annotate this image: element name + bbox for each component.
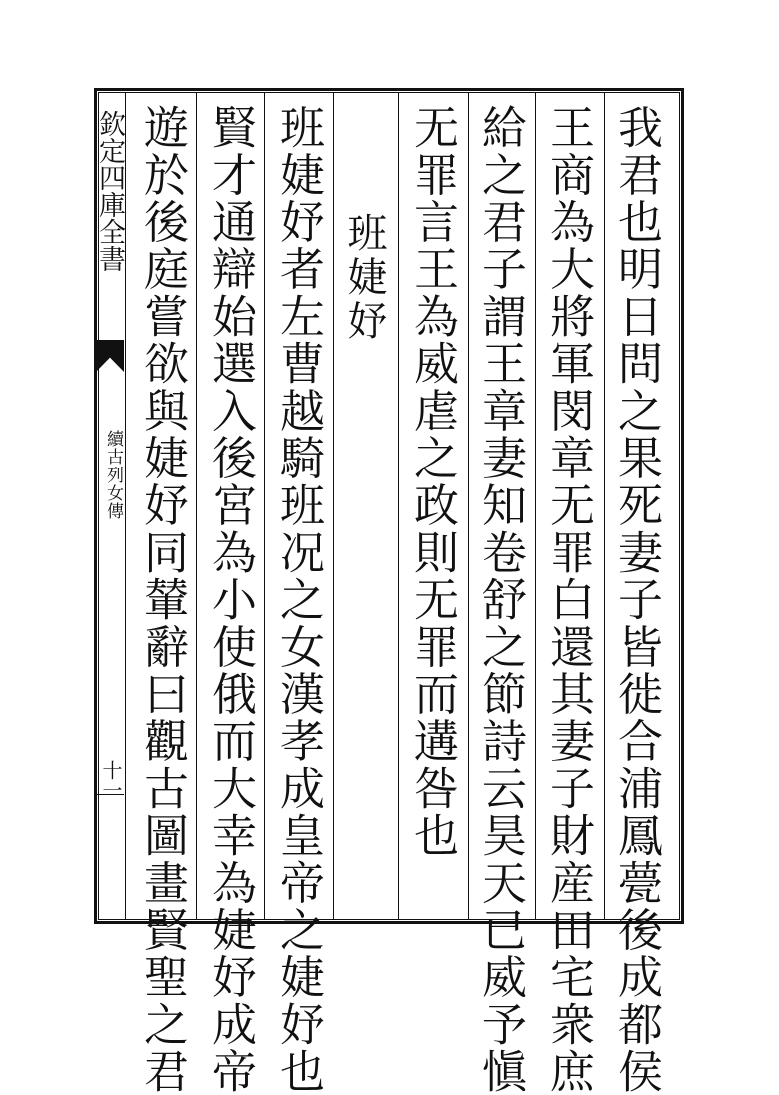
text-column: 班婕妤者左曹越騎班况之女漢孝成皇帝之婕妤也 xyxy=(272,104,325,1095)
column-divider xyxy=(398,92,399,920)
margin-tick xyxy=(96,794,124,795)
text-column: 遊於後庭嘗欲與婕妤同輦辭曰觀古圖畫賢聖之君 xyxy=(136,104,189,1095)
column-divider xyxy=(604,92,605,920)
text-column: 賢才通辯始選入後宮為小使俄而大幸為婕妤成帝 xyxy=(204,104,257,1095)
column-divider xyxy=(468,92,469,920)
column-divider xyxy=(264,92,265,920)
text-column: 无罪言王為威虐之政則无罪而遘咎也 xyxy=(406,104,459,860)
book-title: 欽定四庫全書 xyxy=(94,110,125,272)
column-divider xyxy=(333,92,334,920)
column-divider xyxy=(535,92,536,920)
section-heading: 班婕妤 xyxy=(341,212,387,344)
page-number: 十一 xyxy=(99,760,123,800)
text-column: 我君也明日問之果死妻子皆徙合浦鳳甍後成都侯 xyxy=(610,104,663,1095)
book-subtitle: 續古列女傳 xyxy=(103,430,123,520)
text-column: 給之君子謂王章妻知卷舒之節詩云昊天已威予愼 xyxy=(474,104,527,1095)
text-column: 王商為大將軍閔章无罪白還其妻子財産田宅衆庶 xyxy=(542,104,595,1095)
margin-divider xyxy=(125,92,126,920)
column-divider xyxy=(196,92,197,920)
